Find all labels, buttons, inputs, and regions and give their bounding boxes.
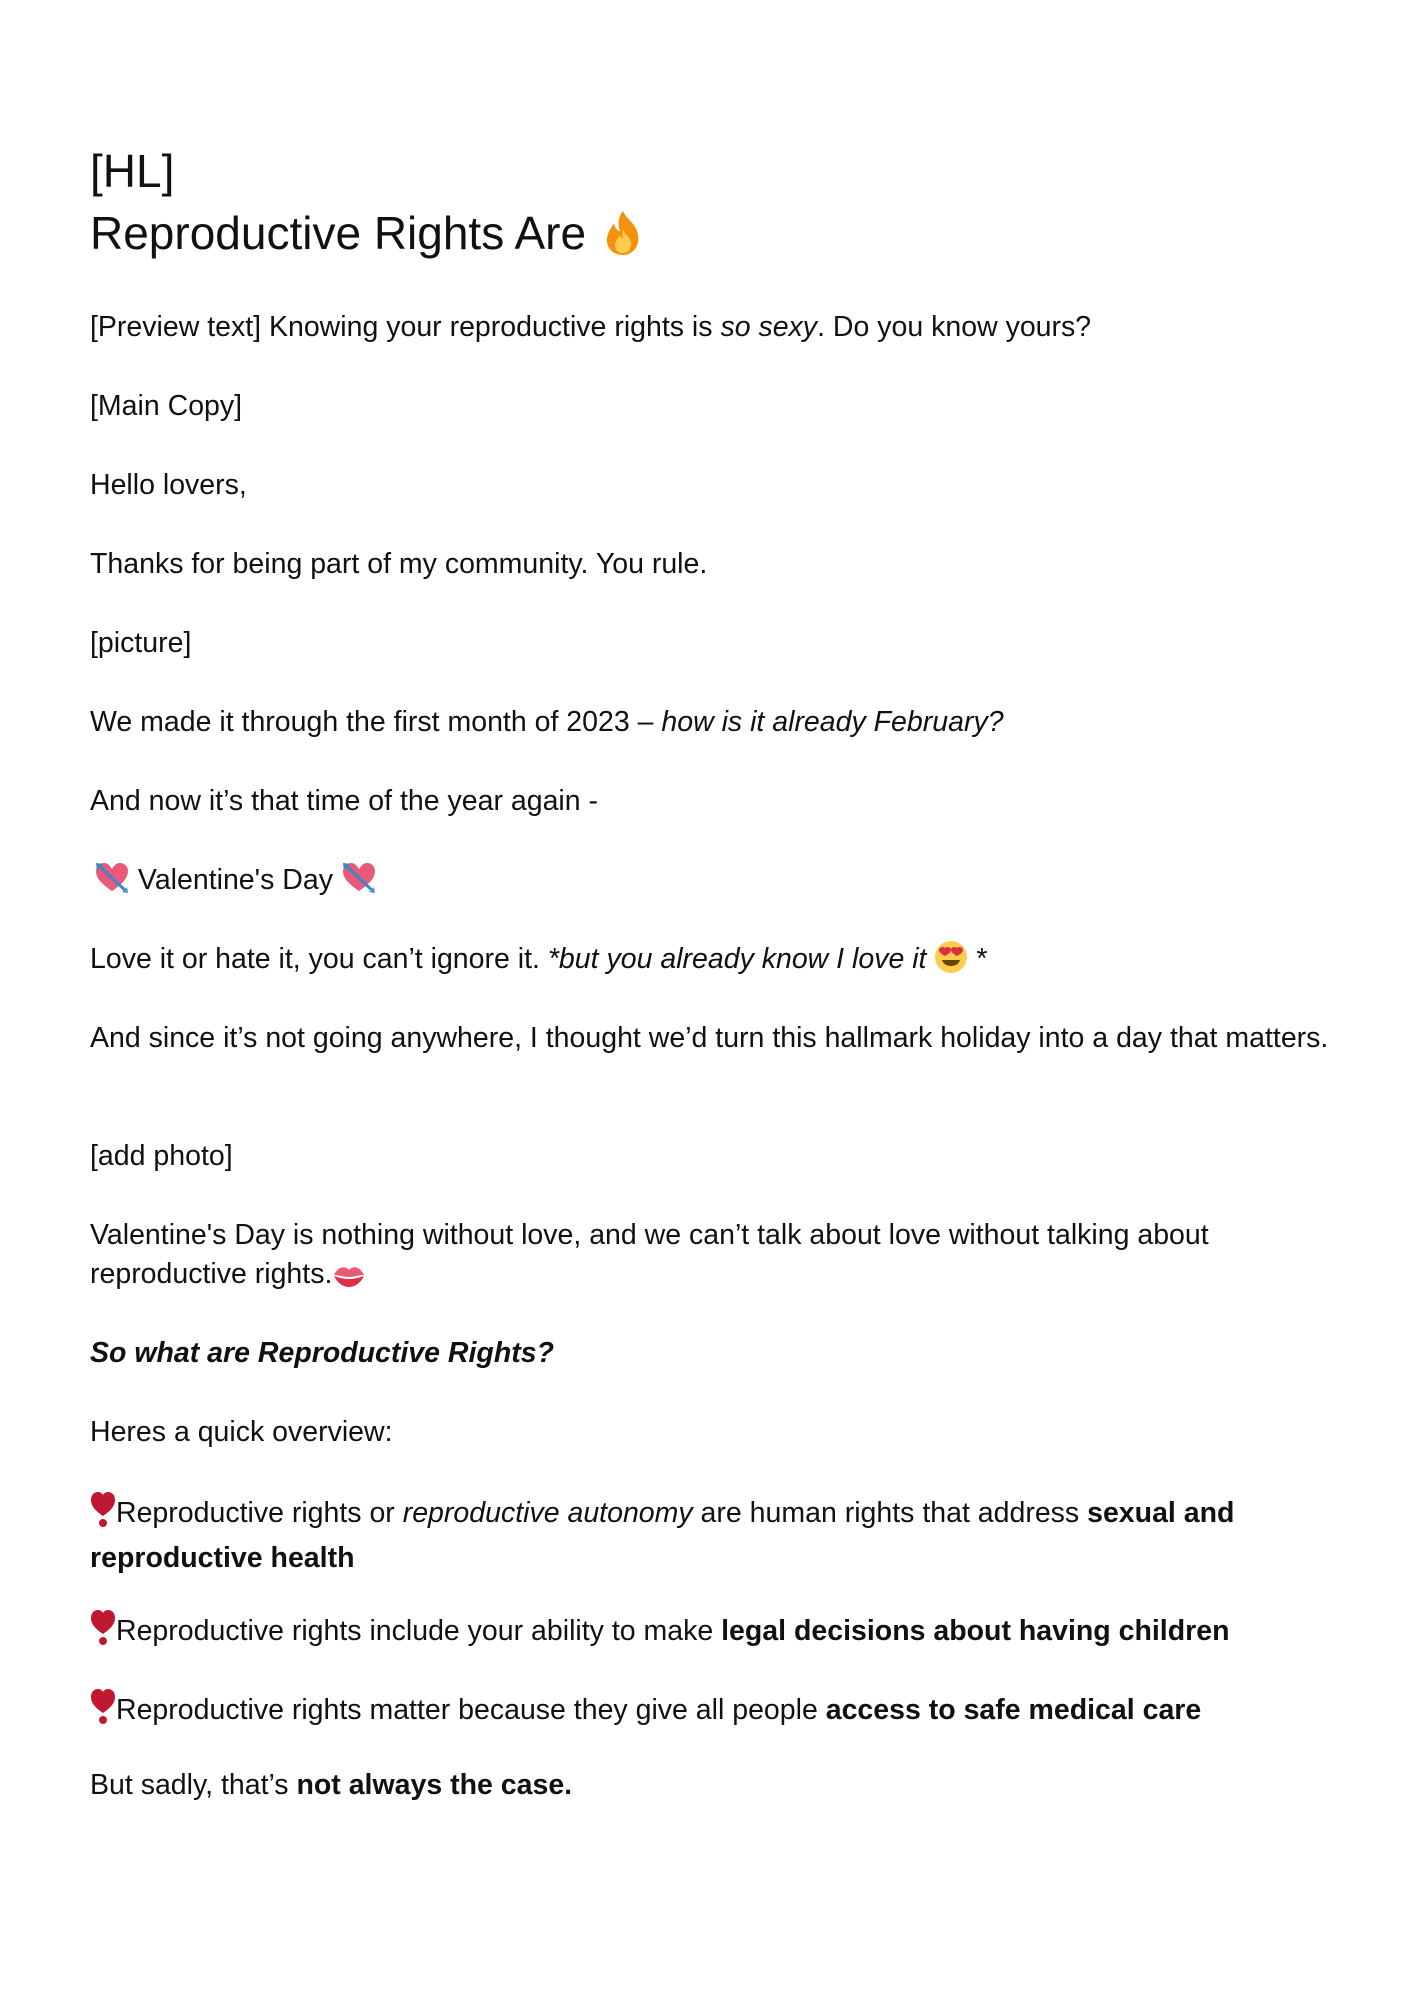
- love-hate-emphasis: *but you already know I love it: [547, 943, 927, 975]
- kiss-mark-icon: [332, 1261, 366, 1300]
- exclamation-heart-icon: [90, 1490, 116, 1539]
- bullet-1-text-a: Reproductive rights or: [116, 1497, 403, 1529]
- bullet-2-strong: legal decisions about having children: [721, 1615, 1230, 1647]
- question-heading: So what are Reproductive Rights?: [90, 1337, 554, 1369]
- first-month-emphasis: how is it already February?: [661, 706, 1004, 738]
- headline-text: Reproductive Rights Are: [90, 207, 587, 259]
- closing-line: [90, 1766, 1330, 1805]
- time-again-line: And now it’s that time of the year again -: [90, 785, 599, 817]
- fire-icon: [600, 209, 646, 257]
- bullet-1-strong: sexual and reproductive health: [90, 1497, 1235, 1574]
- exclamation-heart-icon: [90, 1608, 116, 1657]
- bullet-1-text-b: are human rights that address: [692, 1497, 1088, 1529]
- first-month-prefix: We made it through the first month of 2023 –: [90, 706, 662, 738]
- valentines-text: Valentine's Day: [137, 864, 333, 896]
- exclamation-heart-icon: [90, 1687, 116, 1736]
- preview-suffix: . Do you know yours?: [817, 311, 1092, 343]
- bullet-3-text: Reproductive rights matter because they give all people: [116, 1694, 826, 1726]
- hl-label: [HL]: [90, 145, 175, 197]
- heart-arrow-icon: [94, 861, 130, 906]
- bullet-1-emphasis: reproductive autonomy: [402, 1497, 693, 1529]
- love-hate-line: [90, 940, 1330, 985]
- preview-prefix: [Preview text] Knowing your reproductive rights is: [90, 311, 721, 343]
- greeting: Hello lovers,: [90, 469, 247, 501]
- headline: [90, 202, 1330, 264]
- bullet-3-strong: access to safe medical care: [825, 1694, 1202, 1726]
- overview-line: Heres a quick overview:: [90, 1416, 393, 1448]
- preview-emphasis: so sexy: [720, 311, 818, 343]
- document-page: [90, 140, 1330, 264]
- love-paragraph-text: Valentine's Day is nothing without love, and we can’t talk about love without talking about reproductive rights.: [90, 1219, 1209, 1290]
- bullet-item-1: [90, 1490, 1340, 1578]
- first-month-line: [90, 703, 1330, 742]
- bullet-2-text: Reproductive rights include your ability to make: [116, 1615, 722, 1647]
- preview-text: [90, 308, 1330, 347]
- love-hate-prefix: Love it or hate it, you can’t ignore it.: [90, 943, 548, 975]
- closing-strong: not always the case.: [296, 1769, 573, 1801]
- bullet-item-2: [90, 1608, 1340, 1657]
- heart-arrow-icon: [341, 861, 377, 906]
- bullet-item-3: [90, 1687, 1340, 1736]
- add-photo-label: [add photo]: [90, 1140, 233, 1172]
- love-hate-suffix: *: [968, 943, 988, 975]
- hallmark-paragraph: And since it’s not going anywhere, I thought we’d turn this hallmark holiday into a day that matters.: [90, 1022, 1329, 1054]
- thanks-line: Thanks for being part of my community. You rule.: [90, 548, 708, 580]
- closing-text: But sadly, that’s: [90, 1769, 297, 1801]
- main-copy-label: [Main Copy]: [90, 390, 243, 422]
- picture-label: [picture]: [90, 627, 192, 659]
- valentines-line: [94, 861, 1334, 906]
- love-paragraph: [90, 1216, 1340, 1300]
- heart-eyes-icon: [934, 940, 968, 985]
